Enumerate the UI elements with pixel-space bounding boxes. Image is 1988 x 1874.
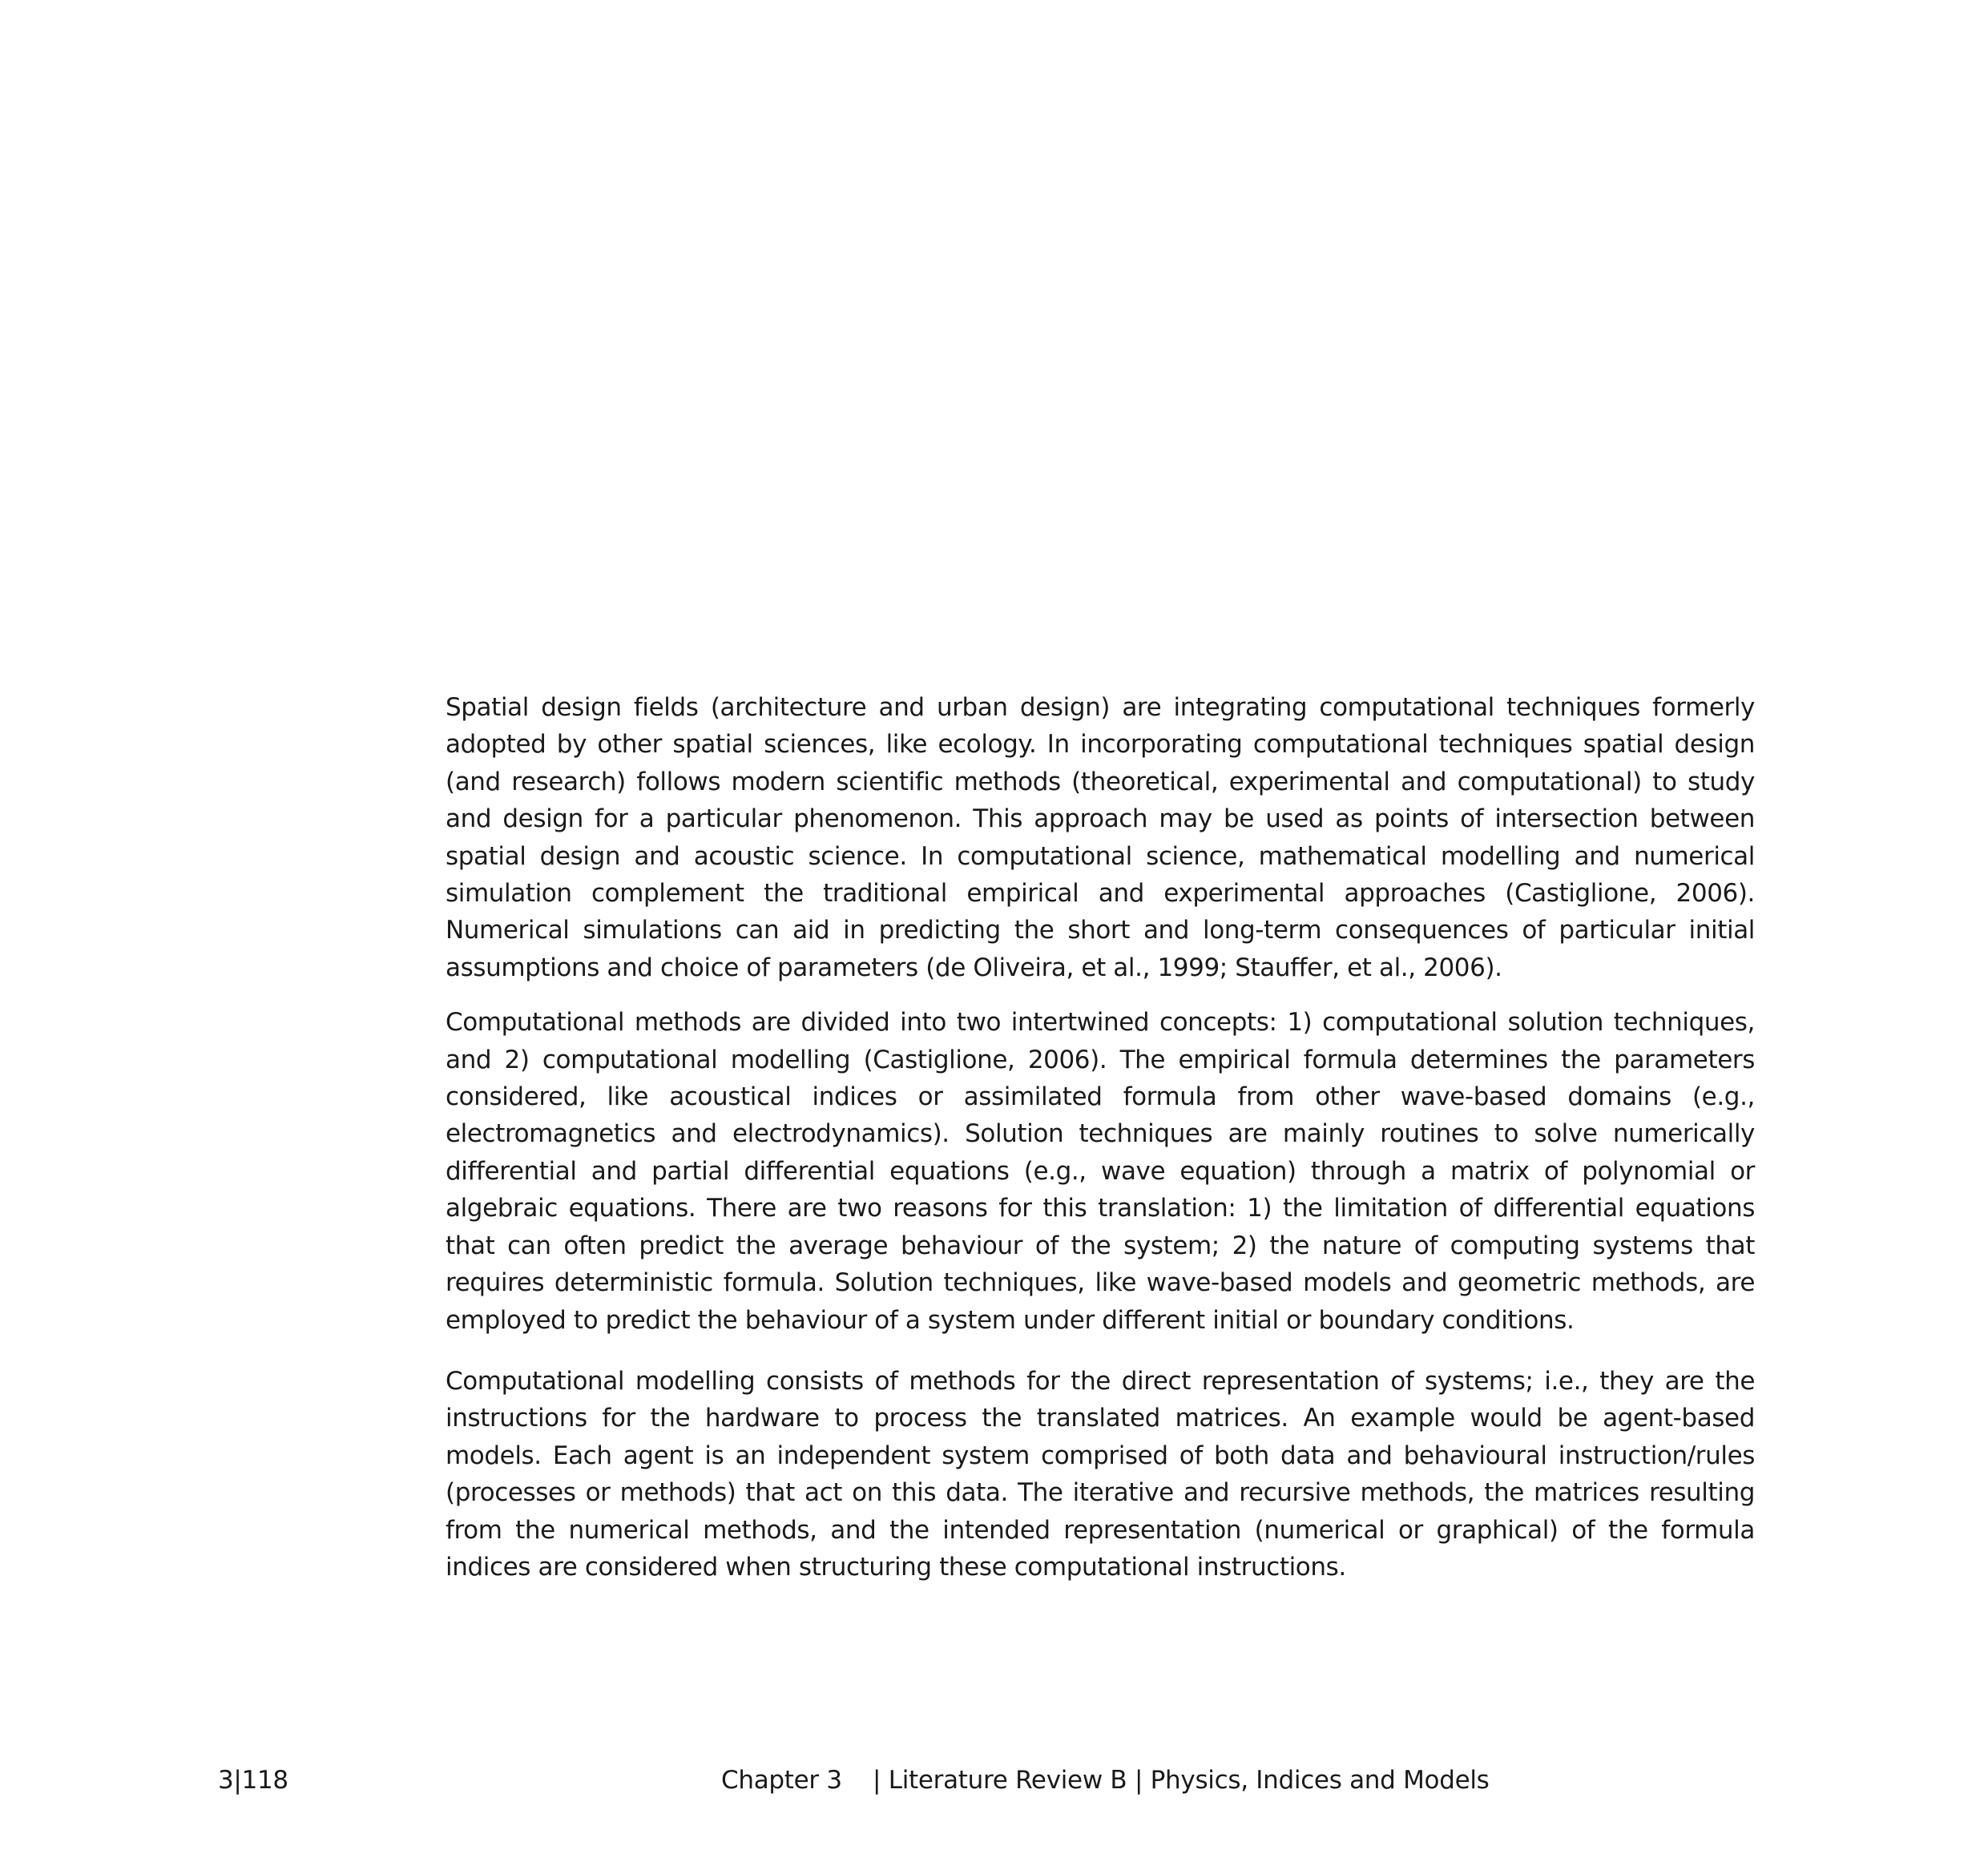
paragraph-3: Computational modelling consists of methods for the direct representation of systems; i.e., they are the instructions for the hardware to process the translated matrices. An example would be agent-based models. Each agent is an independent system comprised of both data and behavioural instruction/rules (processes or methods) that act on this data. The iterative and recursive methods, the matrices resulting from the numerical methods, and the intended representation (numerical or graphical) of the formula indices are considered when structuring these computational instructions. <box>446 1366 1755 1582</box>
body-text <box>446 689 1755 1586</box>
running-head: Chapter 3 | Literature Review B | Physics, Indices and Models <box>721 1766 1490 1795</box>
paragraph-2: Computational methods are divided into two intertwined concepts: 1) computational solution techniques, and 2) computational modelling (Castiglione, 2006). The empirical formula determines the parameters considered, like acoustical indices or assimilated formula from other wave-based domains (e.g., electromagnetics and electrodynamics). Solution techniques are mainly routines to solve numerically differential and partial differential equations (e.g., wave equation) through a matrix of polynomial or algebraic equations. There are two reasons for this translation: 1) the limitation of differential equations that can often predict the average behaviour of the system; 2) the nature of computing systems that requires deterministic formula. Solution techniques, like wave-based models and geometric methods, are employed to predict the behaviour of a system under different initial or boundary conditions. <box>446 1008 1755 1335</box>
page-number: 3|118 <box>218 1766 288 1795</box>
page-footer <box>0 1763 1988 1798</box>
paragraph-1: Spatial design fields (architecture and urban design) are integrating computational techniques formerly adopted by other spatial sciences, like ecology. In incorporating computational techniques spatial design (and research) follows modern scientific methods (theoretical, experimental and computational) to study and design for a particular phenomenon. This approach may be used as points of intersection between spatial design and acoustic science. In computational science, mathematical modelling and numerical simulation complement the traditional empirical and experimental approaches (Castiglione, 2006). Numerical simulations can aid in predicting the short and long-term consequences of particular initial assumptions and choice of parameters (de Oliveira, et al., 1999; Stauffer, et al., 2006). <box>446 693 1755 982</box>
